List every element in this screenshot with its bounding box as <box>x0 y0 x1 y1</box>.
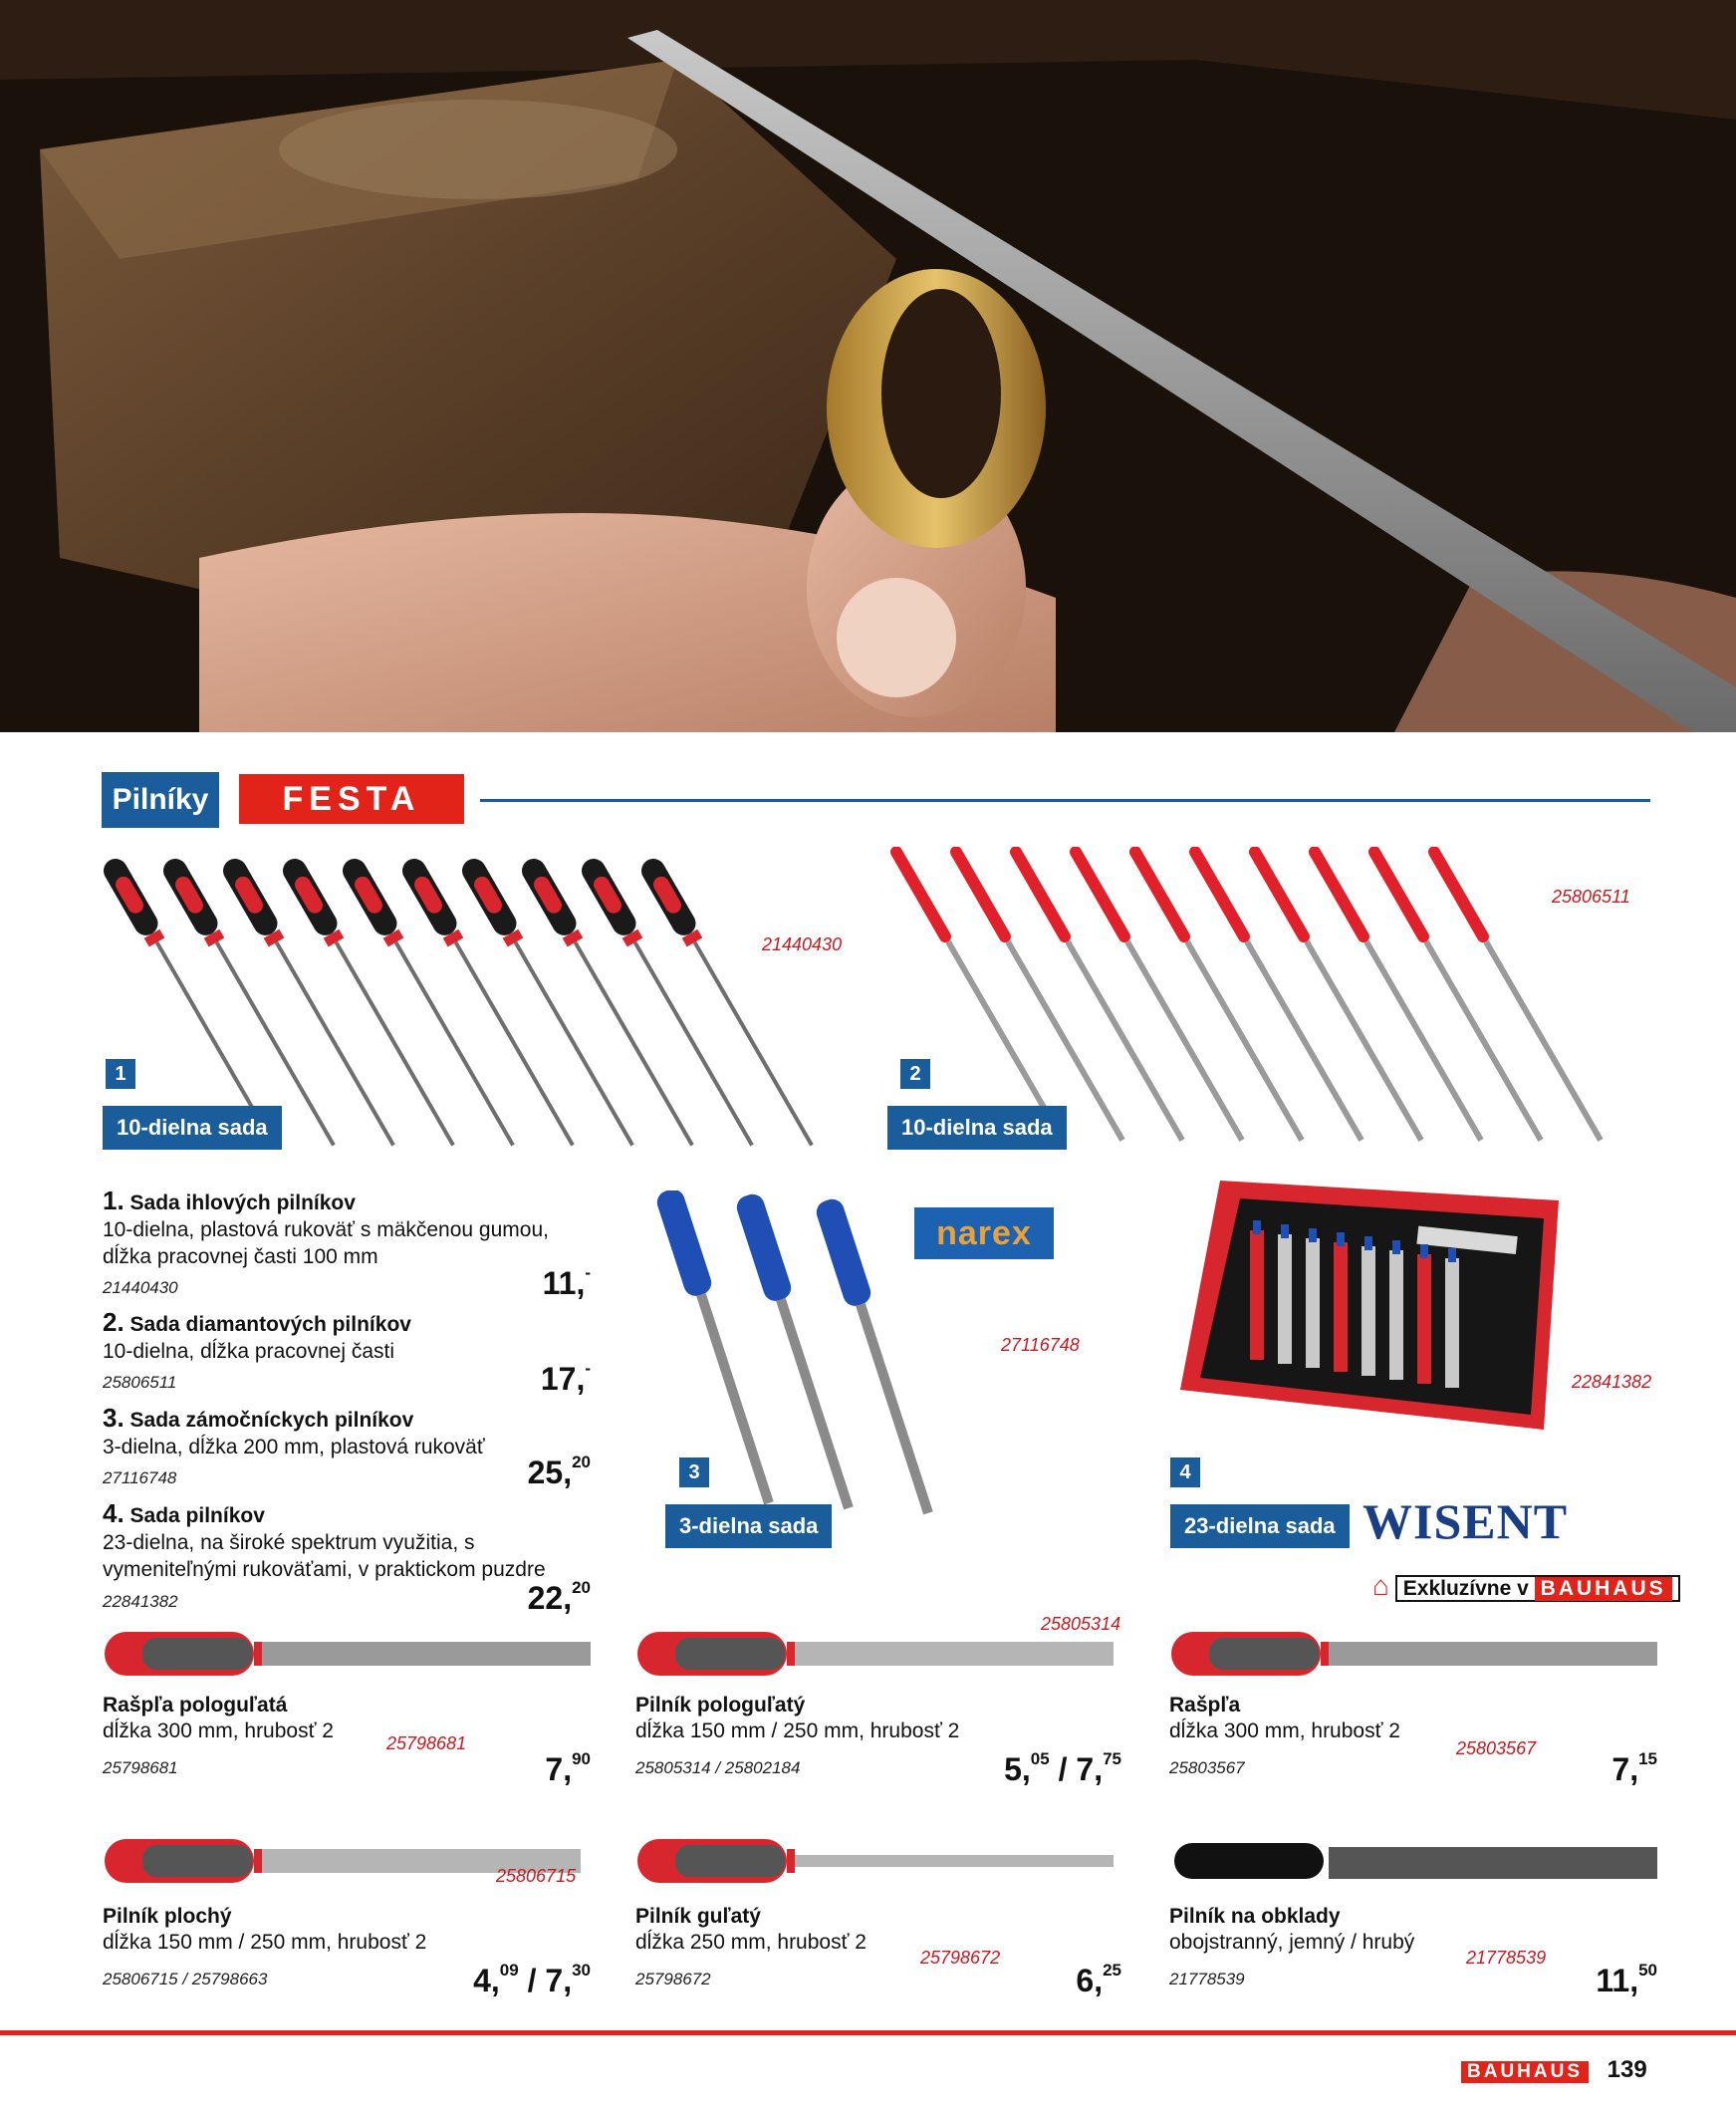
list-item-price: 17,- <box>540 1359 591 1397</box>
set4-img-code: 22841382 <box>1572 1372 1652 1392</box>
product-title: Pilník guľatý <box>635 1905 761 1928</box>
list-item: 2. Sada diamantových pilníkov 10-dielna, dĺžka pracovnej časti 25806511 17,- <box>103 1307 591 1397</box>
set2-label: 10-dielna sada <box>887 1106 1067 1150</box>
wisent-logo: WISENT <box>1363 1493 1569 1549</box>
list-item-title: Sada pilníkov <box>129 1504 265 1527</box>
product-price: 11,50 <box>1596 1961 1657 1998</box>
footer <box>1461 2056 1647 2084</box>
set3-img-code: 27116748 <box>1001 1335 1080 1355</box>
list-item-title: Sada diamantových pilníkov <box>129 1313 411 1336</box>
set1-label: 10-dielna sada <box>103 1106 282 1150</box>
product-card <box>635 1694 1123 1787</box>
festa-logo: FESTA <box>239 774 464 824</box>
product-image <box>635 1831 1133 1906</box>
set4-image <box>1160 1161 1589 1474</box>
list-item: 1. Sada ihlových pilníkov 10-dielna, plastová rukoväť s mäkčenou gumou, dĺžka pracovnej časti 100 mm 21440430 11,- <box>103 1186 591 1301</box>
product-img-code: 25798681 <box>386 1733 467 1753</box>
product-img-code: 25806715 <box>496 1866 577 1886</box>
list-item-price: 11,- <box>542 1263 591 1301</box>
list-item-code: 22841382 <box>103 1592 178 1611</box>
product-code: 25798672 <box>635 1970 711 1988</box>
product-desc: dĺžka 150 mm / 250 mm, hrubosť 2 <box>635 1719 960 1742</box>
product-card <box>635 1905 1123 1998</box>
header-rule <box>480 799 1650 802</box>
footer-brand: BAUHAUS <box>1461 2061 1589 2083</box>
list-item-desc: 10-dielna, dĺžka pracovnej časti <box>103 1340 394 1363</box>
list-item-code: 21440430 <box>103 1278 178 1297</box>
home-icon: ⌂ <box>1372 1570 1389 1601</box>
product-title: Pilník na obklady <box>1169 1905 1341 1928</box>
set4-number: 4 <box>1170 1457 1200 1487</box>
product-desc: dĺžka 300 mm, hrubosť 2 <box>103 1719 334 1742</box>
product-card <box>1169 1694 1657 1787</box>
exclusive-badge: ⌂ Exkluzívne v BAUHAUS <box>1372 1570 1680 1604</box>
set1-img-code: 21440430 <box>762 934 843 954</box>
list-item-desc: 3-dielna, dĺžka 200 mm, plastová rukoväť <box>103 1436 485 1458</box>
product-image <box>1169 1624 1667 1699</box>
product-image <box>103 1624 601 1699</box>
product-title: Rašpľa pologuľatá <box>103 1694 288 1717</box>
category-tag: Pilníky <box>102 772 219 828</box>
list-item: 3. Sada zámočníckych pilníkov 3-dielna, dĺžka 200 mm, plastová rukoväť 27116748 25,20 <box>103 1403 591 1490</box>
product-img-code: 25798672 <box>920 1948 1001 1968</box>
product-code: 25798681 <box>103 1758 178 1777</box>
narex-logo: narex <box>914 1207 1054 1259</box>
product-desc: dĺžka 150 mm / 250 mm, hrubosť 2 <box>103 1931 427 1954</box>
product-card <box>103 1905 591 1998</box>
product-desc: obojstranný, jemný / hrubý <box>1169 1931 1415 1954</box>
list-item-code: 27116748 <box>103 1468 177 1487</box>
footer-rule <box>0 2030 1736 2035</box>
product-code: 25806715 / 25798663 <box>103 1970 268 1988</box>
set1-number: 1 <box>106 1059 135 1089</box>
product-price: 4,09 / 7,30 <box>473 1961 591 1998</box>
product-card <box>103 1694 591 1787</box>
product-price: 7,15 <box>1612 1749 1657 1787</box>
set2-number: 2 <box>900 1059 930 1089</box>
product-desc: dĺžka 300 mm, hrubosť 2 <box>1169 1719 1400 1742</box>
product-code: 21778539 <box>1169 1970 1245 1988</box>
product-list <box>103 1186 591 1616</box>
list-item-title: Sada zámočníckych pilníkov <box>129 1409 414 1432</box>
product-img-code: 21778539 <box>1466 1948 1547 1968</box>
list-item-price: 22,20 <box>527 1578 591 1616</box>
product-image <box>1169 1831 1667 1906</box>
page-number: 139 <box>1607 2056 1647 2083</box>
product-price: 6,25 <box>1076 1961 1121 1998</box>
list-item-desc: 10-dielna, plastová rukoväť s mäkčenou gumou, dĺžka pracovnej časti 100 mm <box>103 1218 549 1268</box>
set3-label: 3-dielna sada <box>665 1504 832 1548</box>
list-item: 4. Sada pilníkov 23-dielna, na široké spektrum využitia, s vymeniteľnými rukoväťami, v praktickom puzdre 22841382 22,20 <box>103 1498 591 1616</box>
product-card <box>1169 1905 1657 1998</box>
product-price: 7,90 <box>545 1749 591 1787</box>
list-item-title: Sada ihlových pilníkov <box>129 1191 356 1214</box>
set3-number: 3 <box>679 1457 709 1487</box>
list-item-desc: 23-dielna, na široké spektrum využitia, s vymeniteľnými rukoväťami, v praktickom puzdre <box>103 1531 546 1581</box>
product-price: 5,05 / 7,75 <box>1004 1749 1121 1787</box>
product-img-code: 25805314 <box>1041 1614 1121 1634</box>
list-item-code: 25806511 <box>103 1373 177 1392</box>
set2-img-code: 25806511 <box>1552 887 1630 907</box>
product-image <box>635 1624 1133 1699</box>
product-code: 25805314 / 25802184 <box>635 1758 801 1777</box>
list-item-price: 25,20 <box>527 1453 591 1490</box>
product-title: Pilník plochý <box>103 1905 232 1928</box>
set4-label: 23-dielna sada <box>1170 1504 1350 1548</box>
product-code: 25803567 <box>1169 1758 1245 1777</box>
product-title: Pilník pologuľatý <box>635 1694 806 1717</box>
product-desc: dĺžka 250 mm, hrubosť 2 <box>635 1931 867 1954</box>
product-img-code: 25803567 <box>1456 1738 1537 1758</box>
hero-photo <box>0 0 1736 732</box>
product-title: Rašpľa <box>1169 1694 1241 1717</box>
